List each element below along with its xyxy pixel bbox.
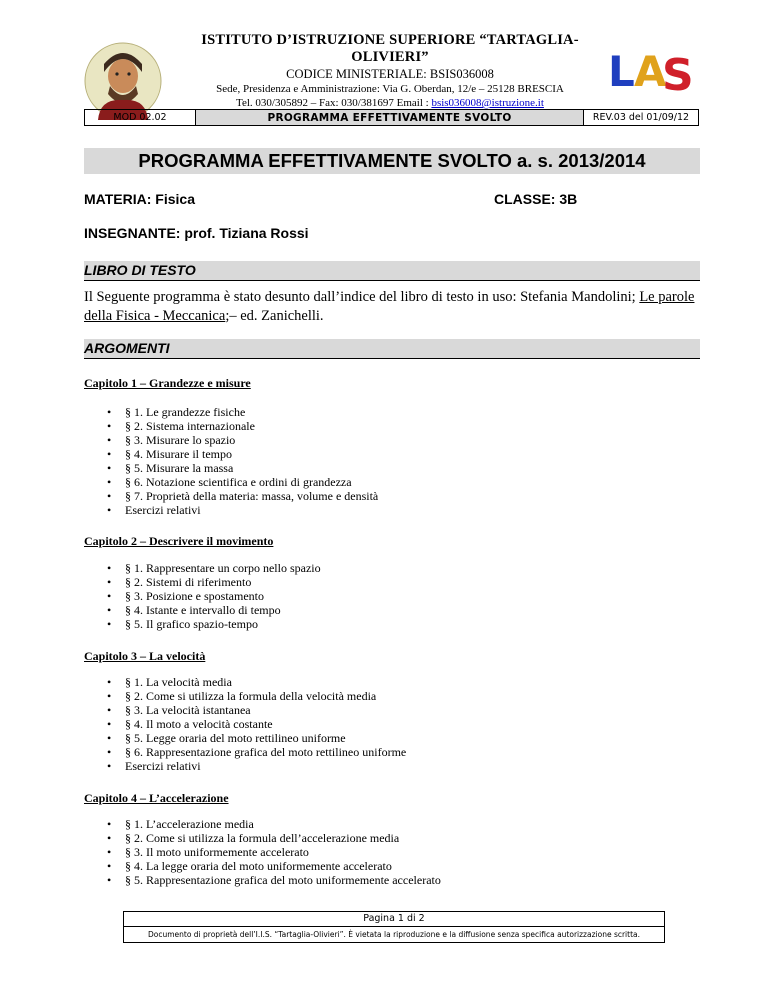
chapter-list	[107, 675, 406, 773]
list-item: • § 1. L’accelerazione media	[107, 817, 441, 831]
list-item: • § 2. Come si utilizza la formula dell’accelerazione media	[107, 831, 441, 845]
textbook-description: Il Seguente programma è stato desunto dall’indice del libro di testo in uso: Stefania Mandolini; Le parole della Fisica - Meccanica;– ed. Zanichelli.	[84, 289, 695, 324]
svg-text:S: S	[662, 50, 694, 100]
list-item: • § 7. Proprietà della materia: massa, volume e densità	[107, 489, 378, 503]
module-code: MOD 02.02	[84, 109, 196, 126]
chapter-title: Capitolo 4 – L’accelerazione	[84, 791, 229, 805]
chapter-title: Capitolo 1 – Grandezze e misure	[84, 376, 251, 390]
revision: REV.03 del 01/09/12	[583, 109, 699, 126]
page-number: Pagina 1 di 2	[124, 912, 664, 927]
list-item: • § 4. La legge oraria del moto uniformemente accelerato	[107, 859, 441, 873]
class: CLASSE: 3B	[494, 191, 578, 207]
list-item: • § 2. Sistema internazionale	[107, 419, 378, 433]
list-item: • § 3. Misurare lo spazio	[107, 433, 378, 447]
teacher: INSEGNANTE: prof. Tiziana Rossi	[84, 225, 309, 241]
list-item: • § 1. Rappresentare un corpo nello spazio	[107, 561, 321, 575]
ownership-notice: Documento di proprietà dell’I.I.S. “Tartaglia-Olivieri”. È vietata la riproduzione e la diffusione senza specifica autorizzazione scritta.	[147, 930, 641, 939]
ministerial-code: CODICE MINISTERIALE: BSIS036008	[286, 67, 494, 81]
list-item: • § 1. La velocità media	[107, 675, 406, 689]
chapter-list	[107, 817, 441, 887]
list-item: • § 2. Come si utilizza la formula della velocità media	[107, 689, 406, 703]
svg-text:A: A	[634, 47, 667, 96]
chapter-title: Capitolo 2 – Descrivere il movimento	[84, 534, 274, 548]
list-item: • Esercizi relativi	[107, 759, 406, 773]
list-item: • Esercizi relativi	[107, 503, 378, 517]
document-control-bar	[84, 109, 698, 126]
list-item: • § 3. Posizione e spostamento	[107, 589, 321, 603]
list-item: • § 4. Il moto a velocità costante	[107, 717, 406, 731]
subject: MATERIA: Fisica	[84, 191, 195, 207]
list-item: • § 5. Legge oraria del moto rettilineo uniforme	[107, 731, 406, 745]
list-item: • § 4. Istante e intervallo di tempo	[107, 603, 321, 617]
school-name: ISTITUTO D’ISTRUZIONE SUPERIORE “TARTAGLIA- OLIVIERI”	[201, 32, 579, 65]
page-title: PROGRAMMA EFFETTIVAMENTE SVOLTO a. s. 2013/2014	[84, 148, 700, 174]
list-item: • § 2. Sistemi di riferimento	[107, 575, 321, 589]
list-item: • § 5. Il grafico spazio-tempo	[107, 617, 321, 631]
section-heading-textbook: LIBRO DI TESTO	[84, 261, 700, 281]
chapter-title: Capitolo 3 – La velocità	[84, 649, 206, 663]
page-footer	[123, 911, 665, 943]
chapter-list	[107, 405, 378, 517]
school-address: Sede, Presidenza e Amministrazione: Via G. Oberdan, 12/e – 25128 BRESCIA Tel. 030/305892 – Fax: 030/381697 Email : bsis036008@istruzione.it	[216, 83, 564, 109]
list-item: • § 5. Misurare la massa	[107, 461, 378, 475]
list-item: • § 3. Il moto uniformemente accelerato	[107, 845, 441, 859]
chapter-list	[107, 561, 321, 631]
svg-text:L: L	[608, 47, 635, 96]
document-type: PROGRAMMA EFFETTIVAMENTE SVOLTO	[195, 109, 584, 126]
list-item: • § 1. Le grandezze fisiche	[107, 405, 378, 419]
book-title: Le parole della Fisica - Meccanica	[84, 289, 695, 324]
list-item: • § 5. Rappresentazione grafica del moto uniformemente accelerato	[107, 873, 441, 887]
list-item: • § 4. Misurare il tempo	[107, 447, 378, 461]
list-item: • § 6. Rappresentazione grafica del moto rettilineo uniforme	[107, 745, 406, 759]
email-link[interactable]: bsis036008@istruzione.it	[431, 97, 544, 109]
list-item: • § 3. La velocità istantanea	[107, 703, 406, 717]
section-heading-topics: ARGOMENTI	[84, 339, 700, 359]
las-logo	[604, 40, 704, 100]
list-item: • § 6. Notazione scientifica e ordini di grandezza	[107, 475, 378, 489]
